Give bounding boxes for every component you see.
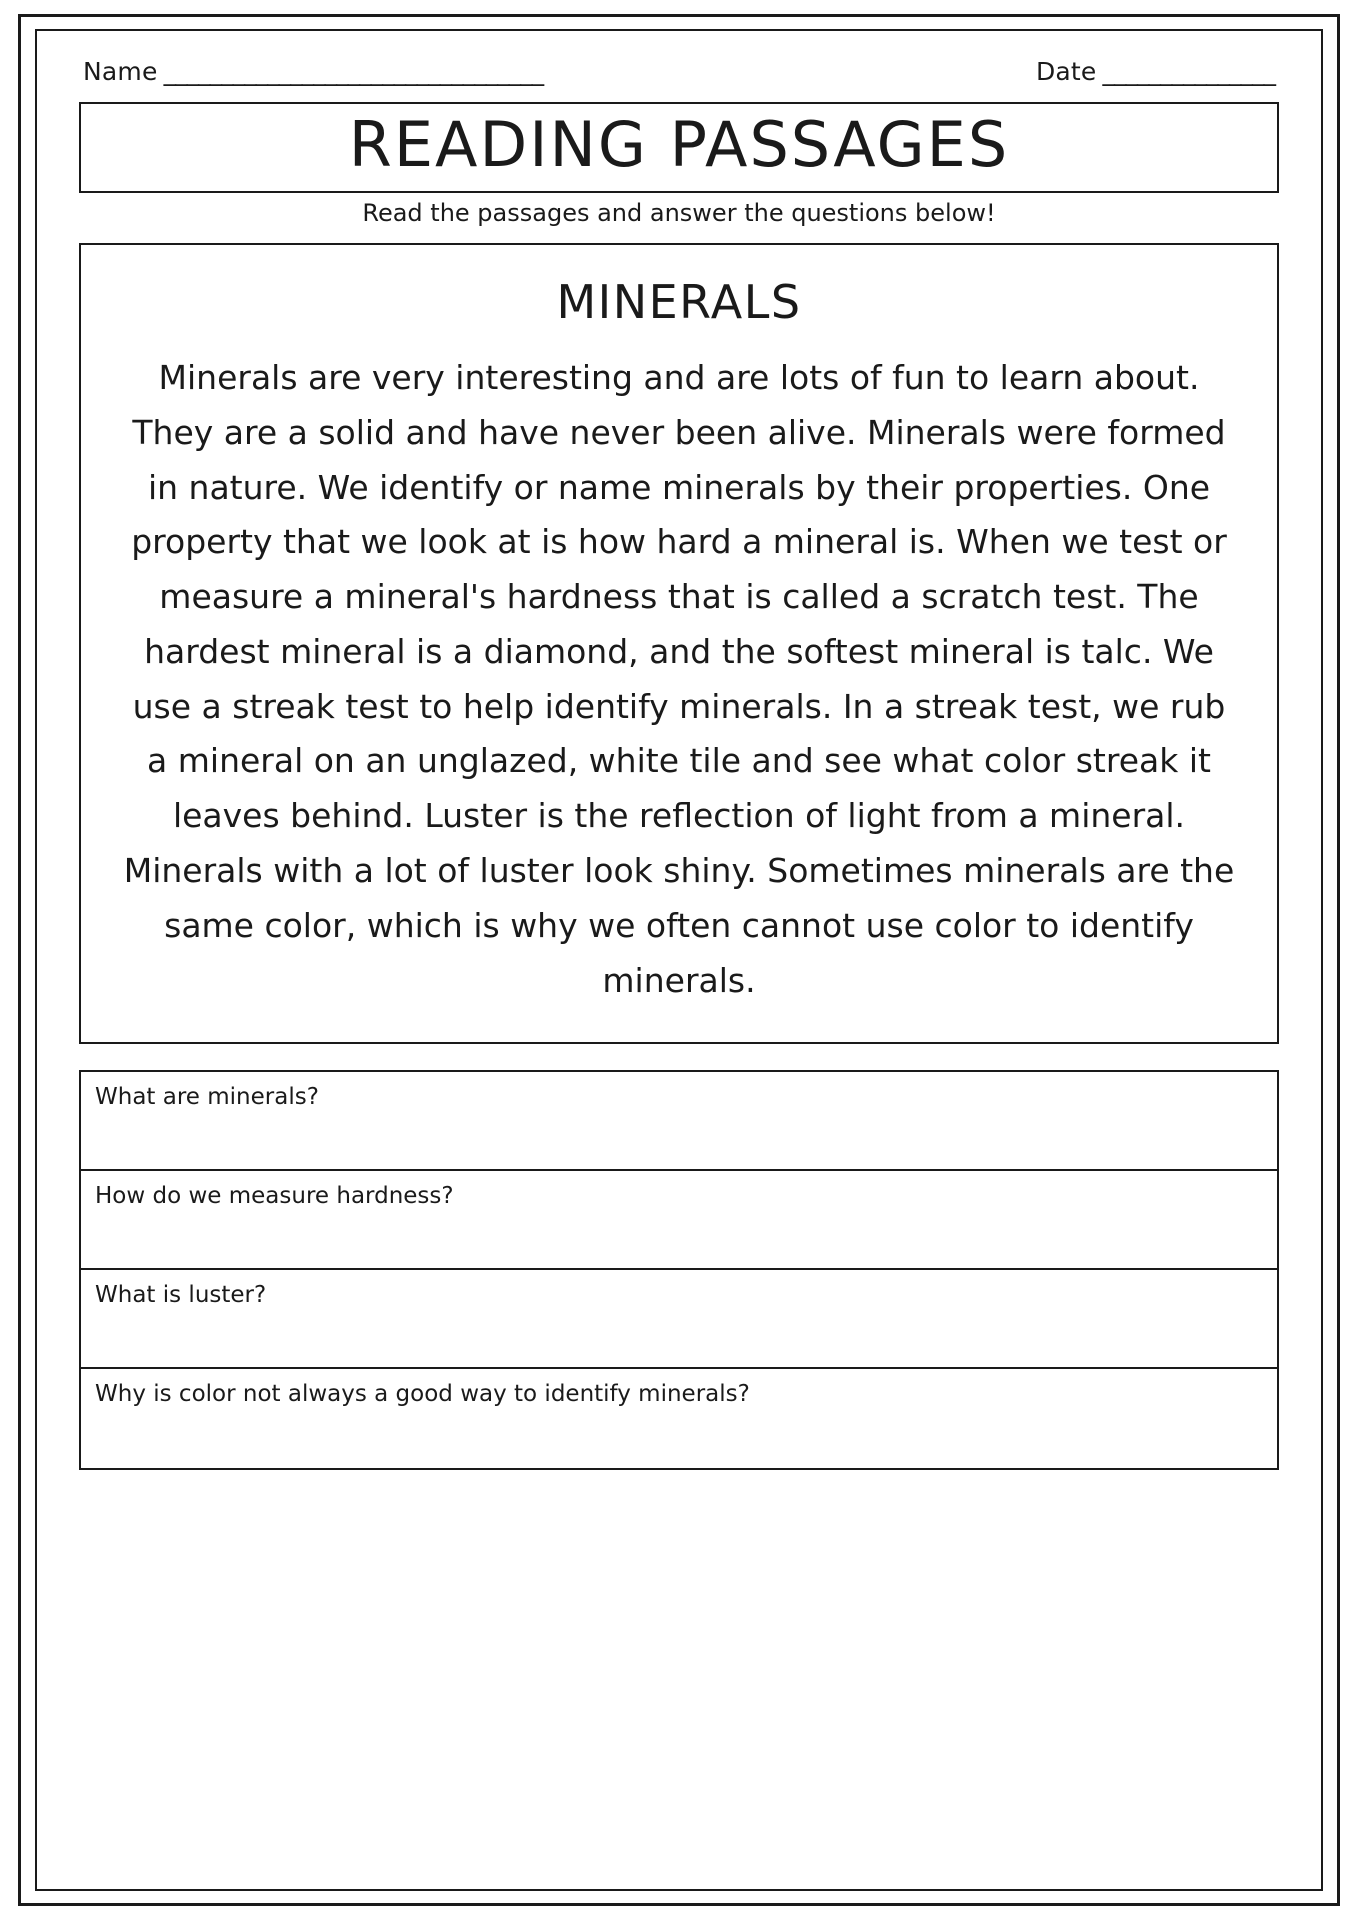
question-text: What are minerals? xyxy=(95,1084,319,1111)
page-inner-border xyxy=(35,29,1323,1891)
name-label: Name xyxy=(83,57,158,86)
worksheet-title-box xyxy=(79,102,1279,193)
date-field-group xyxy=(1036,57,1275,86)
page-outer-border xyxy=(18,14,1340,1906)
question-text: How do we measure hardness? xyxy=(95,1183,454,1210)
question-row[interactable] xyxy=(81,1072,1277,1171)
name-date-row xyxy=(79,57,1279,86)
question-text: What is luster? xyxy=(95,1282,267,1309)
page-title: READING PASSAGES xyxy=(348,108,1010,181)
passage-title: MINERALS xyxy=(556,275,802,330)
name-field-group xyxy=(83,57,543,86)
worksheet-instructions: Read the passages and answer the questions below! xyxy=(362,199,996,228)
passage-body: Minerals are very interesting and are lots of fun to learn about. They are a solid and have never been alive. Minerals were formed in nature. We identify or name minerals by their properties. One property that we look at is how hard a mineral is. When we test or measure a mineral's hardness that is called a scratch test. The hardest mineral is a diamond, and the softest mineral is talc. We use a streak test to help identify minerals. In a streak test, we rub a mineral on an unglazed, white tile and see what color streak it leaves behind. Luster is the reflection of light from a mineral. Minerals with a lot of luster look shiny. Sometimes minerals are the same color, which is why we often cannot use color to identify minerals. xyxy=(123,358,1235,1000)
name-write-line[interactable]: _________________________________ xyxy=(163,57,544,86)
question-row[interactable] xyxy=(81,1270,1277,1369)
question-text: Why is color not always a good way to identify minerals? xyxy=(95,1381,750,1408)
passage-box xyxy=(79,243,1279,1044)
questions-table xyxy=(79,1070,1279,1470)
date-label: Date xyxy=(1035,57,1097,86)
question-row[interactable] xyxy=(81,1369,1277,1468)
date-write-line[interactable]: _______________ xyxy=(1102,57,1275,86)
question-row[interactable] xyxy=(81,1171,1277,1270)
